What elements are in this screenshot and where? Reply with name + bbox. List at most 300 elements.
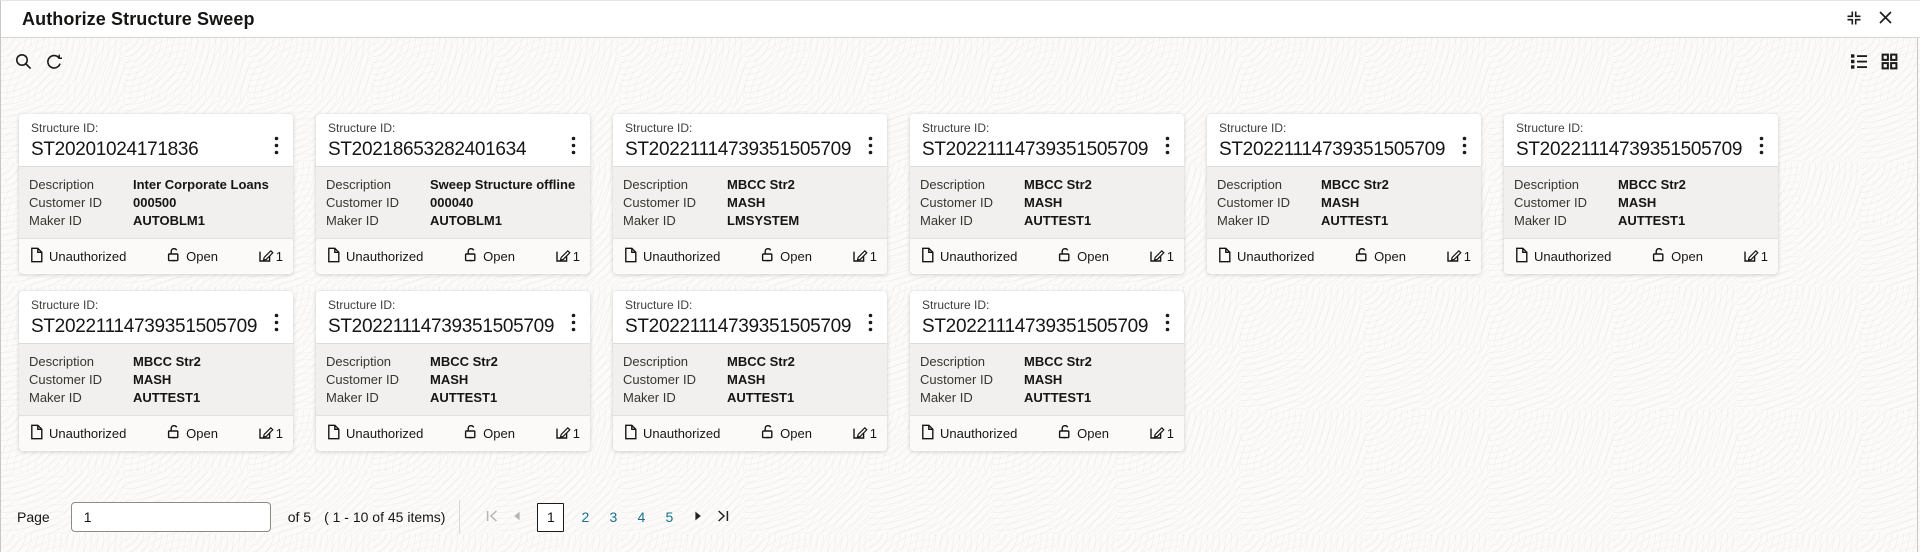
customer-id-value: MASH	[133, 372, 172, 387]
kebab-icon	[868, 313, 873, 335]
close-button[interactable]	[1878, 10, 1893, 28]
customer-id-row	[623, 371, 879, 389]
titlebar	[1, 1, 1920, 38]
description-value: MBCC Str2	[1618, 177, 1686, 192]
description-label: Description	[1514, 177, 1580, 192]
modification-count	[1149, 247, 1174, 266]
structure-card[interactable]	[613, 114, 887, 274]
description-value: MBCC Str2	[1024, 354, 1092, 369]
authorization-status	[1217, 247, 1314, 266]
modification-count	[1743, 247, 1768, 266]
description-label: Description	[623, 354, 689, 369]
customer-id-row	[1217, 194, 1473, 212]
open-padlock-icon	[166, 247, 181, 266]
kebab-menu-button[interactable]	[1752, 136, 1770, 158]
customer-id-row	[920, 194, 1176, 212]
document-icon	[623, 247, 638, 266]
document-icon	[29, 424, 44, 443]
maker-id-value: AUTTEST1	[1321, 213, 1389, 228]
structure-id-value: ST20201024171836	[31, 139, 199, 160]
record-status-label: Open	[186, 248, 218, 264]
customer-id-label: Customer ID	[29, 372, 102, 387]
card-header	[613, 114, 887, 167]
authorization-status	[326, 424, 423, 443]
modification-count-value: 1	[275, 425, 283, 441]
kebab-icon	[274, 313, 279, 335]
customer-id-label: Customer ID	[29, 195, 102, 210]
customer-id-row	[29, 371, 285, 389]
maker-id-value: LMSYSTEM	[727, 213, 800, 228]
card-footer	[1207, 238, 1481, 273]
maker-id-label: Maker ID	[326, 390, 379, 405]
maker-id-label: Maker ID	[29, 213, 82, 228]
description-value: MBCC Str2	[727, 177, 795, 192]
card-header	[19, 291, 293, 344]
page-number-list	[532, 503, 683, 532]
kebab-menu-button[interactable]	[564, 136, 582, 158]
customer-id-value: 000040	[430, 195, 474, 210]
customer-id-label: Customer ID	[1514, 195, 1587, 210]
maker-id-row	[623, 212, 879, 230]
kebab-menu-button[interactable]	[1158, 313, 1176, 335]
next-page-button[interactable]	[687, 509, 710, 526]
modification-count	[555, 247, 580, 266]
structure-id-value: ST20221114739351505709	[31, 316, 258, 337]
description-row	[1514, 176, 1770, 194]
page-number-button[interactable]: 1	[537, 503, 564, 532]
description-label: Description	[623, 177, 689, 192]
kebab-menu-button[interactable]	[861, 313, 879, 335]
window-controls	[1846, 10, 1893, 29]
kebab-menu-button[interactable]	[564, 313, 582, 335]
toolbar-left	[15, 53, 62, 74]
open-padlock-icon	[1057, 424, 1072, 443]
customer-id-value: 000500	[133, 195, 177, 210]
card-body	[910, 167, 1184, 238]
document-icon	[920, 424, 935, 443]
structure-card[interactable]	[613, 291, 887, 451]
modification-count-value: 1	[572, 248, 580, 264]
structure-card[interactable]	[1207, 114, 1481, 274]
maker-id-label: Maker ID	[326, 213, 379, 228]
authorization-status-label: Unauthorized	[940, 425, 1018, 441]
prev-page-icon	[511, 509, 522, 526]
description-row	[623, 176, 879, 194]
page-number-button[interactable]: 5	[660, 507, 678, 527]
description-row	[623, 353, 879, 371]
description-value: Inter Corporate Loans	[133, 177, 269, 192]
grid-view-icon	[1881, 53, 1898, 73]
content-area	[1, 38, 1920, 552]
document-icon	[920, 247, 935, 266]
first-page-button[interactable]	[479, 509, 505, 526]
record-status-label: Open	[1077, 248, 1109, 264]
card-footer	[1504, 238, 1778, 273]
customer-id-label: Customer ID	[920, 372, 993, 387]
authorization-status	[623, 247, 720, 266]
description-label: Description	[920, 177, 986, 192]
page-number-button[interactable]: 2	[576, 507, 594, 527]
record-status	[1057, 247, 1109, 266]
card-header	[19, 114, 293, 167]
search-button[interactable]	[15, 53, 32, 73]
modification-count	[1149, 424, 1174, 443]
search-icon	[15, 53, 32, 73]
authorization-status	[326, 247, 423, 266]
modification-count	[258, 424, 283, 443]
customer-id-row	[623, 194, 879, 212]
description-label: Description	[326, 354, 392, 369]
card-footer	[316, 238, 590, 273]
page-title: Authorize Structure Sweep	[22, 8, 255, 29]
maker-id-label: Maker ID	[29, 390, 82, 405]
kebab-icon	[1165, 136, 1170, 158]
structure-id-label: Structure ID:	[1219, 121, 1287, 135]
open-padlock-icon	[166, 424, 181, 443]
authorization-status	[29, 424, 126, 443]
last-page-icon	[716, 509, 730, 526]
authorization-status	[920, 424, 1017, 443]
card-body	[316, 344, 590, 415]
edit-icon	[258, 424, 275, 443]
record-status	[463, 424, 515, 443]
description-row	[1217, 176, 1473, 194]
description-label: Description	[1217, 177, 1283, 192]
customer-id-label: Customer ID	[326, 372, 399, 387]
modification-count-value: 1	[1760, 248, 1768, 264]
authorization-status	[623, 424, 720, 443]
card-header	[910, 291, 1184, 344]
kebab-icon	[274, 136, 279, 158]
record-status	[1354, 247, 1406, 266]
record-status-label: Open	[1671, 248, 1703, 264]
record-status	[1651, 247, 1703, 266]
modification-count-value: 1	[1166, 425, 1174, 441]
customer-id-label: Customer ID	[623, 195, 696, 210]
page-number-button[interactable]: 3	[604, 507, 622, 527]
structure-id-value: ST20221114739351505709	[922, 139, 1149, 160]
card-body	[1207, 167, 1481, 238]
structure-id-value: ST20221114739351505709	[1219, 139, 1446, 160]
modification-count-value: 1	[572, 425, 580, 441]
document-icon	[326, 424, 341, 443]
structure-id-label: Structure ID:	[625, 298, 693, 312]
card-body	[19, 167, 293, 238]
description-row	[920, 353, 1176, 371]
card-body	[613, 344, 887, 415]
structure-id-label: Structure ID:	[31, 298, 99, 312]
customer-id-row	[326, 371, 582, 389]
modification-count-value: 1	[1463, 248, 1471, 264]
refresh-icon	[44, 53, 62, 74]
authorization-status-label: Unauthorized	[643, 425, 721, 441]
structure-id-value: ST20221114739351505709	[1516, 139, 1743, 160]
maker-id-value: AUTTEST1	[1024, 390, 1092, 405]
authorization-status-label: Unauthorized	[1534, 248, 1612, 264]
kebab-menu-button[interactable]	[267, 313, 285, 335]
maker-id-label: Maker ID	[1514, 213, 1567, 228]
customer-id-label: Customer ID	[623, 372, 696, 387]
structure-id-label: Structure ID:	[922, 298, 990, 312]
collapse-icon	[1846, 10, 1862, 29]
structure-card[interactable]	[1504, 114, 1778, 274]
record-status	[463, 247, 515, 266]
list-view-button[interactable]	[1850, 53, 1868, 73]
structure-id-value: ST20218653282401634	[328, 139, 527, 160]
page-number-button[interactable]: 4	[632, 507, 650, 527]
open-padlock-icon	[760, 247, 775, 266]
authorization-status-label: Unauthorized	[49, 248, 127, 264]
kebab-icon	[868, 136, 873, 158]
edit-icon	[1149, 247, 1166, 266]
pagination-bar	[17, 501, 1920, 533]
card-footer	[613, 415, 887, 450]
total-pages-label: of 5	[287, 509, 312, 525]
maker-id-row	[326, 389, 582, 407]
modification-count-value: 1	[869, 248, 877, 264]
card-body	[1504, 167, 1778, 238]
structure-id-value: ST20221114739351505709	[625, 316, 852, 337]
open-padlock-icon	[463, 424, 478, 443]
card-header	[1207, 114, 1481, 167]
record-status	[760, 247, 812, 266]
maker-id-label: Maker ID	[623, 213, 676, 228]
card-header	[316, 291, 590, 344]
structure-card[interactable]	[19, 291, 293, 451]
customer-id-row	[920, 371, 1176, 389]
collapse-button[interactable]	[1846, 10, 1862, 29]
record-status-label: Open	[483, 248, 515, 264]
prev-page-button[interactable]	[505, 509, 528, 526]
document-icon	[623, 424, 638, 443]
document-icon	[1514, 247, 1529, 266]
structure-id-label: Structure ID:	[328, 298, 396, 312]
description-label: Description	[326, 177, 392, 192]
card-body	[910, 344, 1184, 415]
structure-id-label: Structure ID:	[625, 121, 693, 135]
description-label: Description	[29, 354, 95, 369]
customer-id-label: Customer ID	[1217, 195, 1290, 210]
record-status-label: Open	[483, 425, 515, 441]
open-padlock-icon	[463, 247, 478, 266]
description-row	[920, 176, 1176, 194]
kebab-icon	[571, 313, 576, 335]
record-status	[1057, 424, 1109, 443]
card-footer	[19, 415, 293, 450]
description-label: Description	[29, 177, 95, 192]
description-row	[29, 176, 285, 194]
edit-icon	[258, 247, 275, 266]
modification-count-value: 1	[1166, 248, 1174, 264]
edit-icon	[852, 424, 869, 443]
document-icon	[1217, 247, 1232, 266]
authorization-status-label: Unauthorized	[49, 425, 127, 441]
description-value: MBCC Str2	[133, 354, 201, 369]
kebab-icon	[1759, 136, 1764, 158]
modification-count	[852, 424, 877, 443]
last-page-button[interactable]	[710, 509, 736, 526]
record-status	[166, 247, 218, 266]
description-row	[29, 353, 285, 371]
list-view-icon	[1850, 53, 1868, 73]
record-status-label: Open	[1077, 425, 1109, 441]
modification-count	[555, 424, 580, 443]
customer-id-row	[1514, 194, 1770, 212]
kebab-icon	[1165, 313, 1170, 335]
description-value: MBCC Str2	[430, 354, 498, 369]
close-icon	[1878, 10, 1893, 28]
card-body	[19, 344, 293, 415]
view-toggle	[1850, 53, 1898, 73]
maker-id-label: Maker ID	[920, 390, 973, 405]
grid-view-button[interactable]	[1881, 53, 1898, 73]
authorization-status-label: Unauthorized	[346, 248, 424, 264]
authorization-status-label: Unauthorized	[346, 425, 424, 441]
customer-id-value: MASH	[1024, 372, 1063, 387]
kebab-menu-button[interactable]	[267, 136, 285, 158]
description-row	[326, 176, 582, 194]
maker-id-value: AUTTEST1	[1024, 213, 1092, 228]
maker-id-row	[29, 389, 285, 407]
description-value: Sweep Structure offline	[430, 177, 576, 192]
card-header	[910, 114, 1184, 167]
authorization-status	[29, 247, 126, 266]
edit-icon	[1446, 247, 1463, 266]
next-page-icon	[693, 509, 704, 526]
modification-count	[1446, 247, 1471, 266]
edit-icon	[1743, 247, 1760, 266]
record-status-label: Open	[780, 425, 812, 441]
card-footer	[910, 238, 1184, 273]
description-value: MBCC Str2	[1024, 177, 1092, 192]
structure-card[interactable]	[19, 114, 293, 274]
structure-card[interactable]	[910, 291, 1184, 451]
maker-id-value: AUTTEST1	[1618, 213, 1686, 228]
page-label: Page	[17, 509, 50, 525]
structure-id-label: Structure ID:	[31, 121, 99, 135]
record-status-label: Open	[1374, 248, 1406, 264]
structure-id-label: Structure ID:	[328, 121, 396, 135]
structure-card[interactable]	[910, 114, 1184, 274]
first-page-icon	[485, 509, 499, 526]
maker-id-value: AUTTEST1	[430, 390, 498, 405]
kebab-icon	[571, 136, 576, 158]
kebab-icon	[1462, 136, 1467, 158]
customer-id-row	[326, 194, 582, 212]
document-icon	[326, 247, 341, 266]
pagination-divider	[459, 500, 460, 534]
structure-card[interactable]	[316, 114, 590, 274]
card-body	[613, 167, 887, 238]
record-status	[760, 424, 812, 443]
page-input[interactable]	[71, 502, 271, 532]
description-value: MBCC Str2	[727, 354, 795, 369]
maker-id-value: AUTTEST1	[727, 390, 795, 405]
card-header	[613, 291, 887, 344]
record-status-label: Open	[780, 248, 812, 264]
customer-id-value: MASH	[430, 372, 469, 387]
customer-id-value: MASH	[1618, 195, 1657, 210]
authorization-status	[1514, 247, 1611, 266]
card-header	[316, 114, 590, 167]
record-status	[166, 424, 218, 443]
description-row	[326, 353, 582, 371]
structure-card[interactable]	[316, 291, 590, 451]
maker-id-value: AUTOBLM1	[430, 213, 502, 228]
modification-count	[258, 247, 283, 266]
maker-id-label: Maker ID	[623, 390, 676, 405]
maker-id-row	[1514, 212, 1770, 230]
maker-id-row	[623, 389, 879, 407]
authorization-status	[920, 247, 1017, 266]
description-value: MBCC Str2	[1321, 177, 1389, 192]
scroll-edge-line	[1917, 38, 1918, 552]
modification-count-value: 1	[275, 248, 283, 264]
customer-id-value: MASH	[1024, 195, 1063, 210]
kebab-menu-button[interactable]	[1455, 136, 1473, 158]
refresh-button[interactable]	[44, 53, 62, 74]
customer-id-value: MASH	[1321, 195, 1360, 210]
card-footer	[613, 238, 887, 273]
kebab-menu-button[interactable]	[1158, 136, 1176, 158]
authorization-status-label: Unauthorized	[1237, 248, 1315, 264]
maker-id-row	[326, 212, 582, 230]
modification-count	[852, 247, 877, 266]
open-padlock-icon	[760, 424, 775, 443]
card-footer	[19, 238, 293, 273]
card-header	[1504, 114, 1778, 167]
customer-id-label: Customer ID	[920, 195, 993, 210]
edit-icon	[555, 247, 572, 266]
structure-card-grid	[19, 114, 1781, 451]
items-summary: ( 1 - 10 of 45 items)	[324, 509, 446, 525]
maker-id-value: AUTOBLM1	[133, 213, 205, 228]
description-label: Description	[920, 354, 986, 369]
customer-id-value: MASH	[727, 195, 766, 210]
edit-icon	[1149, 424, 1166, 443]
maker-id-label: Maker ID	[1217, 213, 1270, 228]
structure-id-label: Structure ID:	[1516, 121, 1584, 135]
customer-id-value: MASH	[727, 372, 766, 387]
open-padlock-icon	[1354, 247, 1369, 266]
maker-id-value: AUTTEST1	[133, 390, 201, 405]
toolbar	[1, 38, 1920, 88]
edit-icon	[555, 424, 572, 443]
maker-id-row	[1217, 212, 1473, 230]
card-footer	[316, 415, 590, 450]
authorization-status-label: Unauthorized	[940, 248, 1018, 264]
structure-id-value: ST20221114739351505709	[922, 316, 1149, 337]
maker-id-row	[29, 212, 285, 230]
document-icon	[29, 247, 44, 266]
edit-icon	[852, 247, 869, 266]
modification-count-value: 1	[869, 425, 877, 441]
maker-id-row	[920, 389, 1176, 407]
customer-id-row	[29, 194, 285, 212]
kebab-menu-button[interactable]	[861, 136, 879, 158]
open-padlock-icon	[1057, 247, 1072, 266]
maker-id-label: Maker ID	[920, 213, 973, 228]
authorization-status-label: Unauthorized	[643, 248, 721, 264]
card-body	[316, 167, 590, 238]
structure-id-value: ST20221114739351505709	[625, 139, 852, 160]
customer-id-label: Customer ID	[326, 195, 399, 210]
card-footer	[910, 415, 1184, 450]
maker-id-row	[920, 212, 1176, 230]
structure-id-value: ST20221114739351505709	[328, 316, 555, 337]
record-status-label: Open	[186, 425, 218, 441]
open-padlock-icon	[1651, 247, 1666, 266]
